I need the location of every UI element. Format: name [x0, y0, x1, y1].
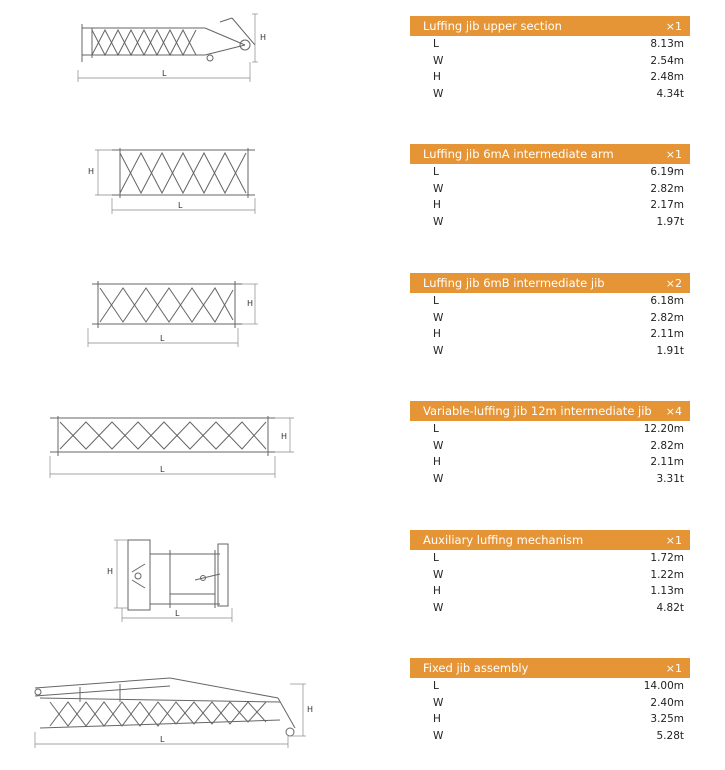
spec-value: 2.11m: [650, 328, 684, 340]
spec-value: 1.97t: [656, 215, 684, 228]
spec-header: [410, 530, 690, 550]
component-title: Fixed jib assembly: [423, 661, 529, 675]
component-row-6: [0, 640, 725, 768]
spec-card-1: [410, 16, 690, 102]
spec-weight-row: [410, 86, 690, 103]
spec-weight-row: [410, 214, 690, 231]
spec-length-row: [410, 293, 690, 310]
spec-value: 2.17m: [650, 199, 684, 211]
spec-key: W: [433, 182, 444, 195]
luffing-jib-6ma-drawing: [20, 128, 320, 256]
spec-key: L: [433, 166, 439, 178]
spec-key: H: [433, 456, 441, 468]
height-dimension-label: H: [88, 167, 95, 176]
spec-width-row: [410, 438, 690, 455]
spec-length-row: [410, 550, 690, 567]
spec-weight-row: [410, 600, 690, 617]
component-title: Luffing jib 6mA intermediate arm: [423, 147, 614, 161]
spec-value: 2.40m: [650, 696, 684, 709]
spec-key: L: [433, 552, 439, 564]
spec-width-row: [410, 181, 690, 198]
spec-header: [410, 273, 690, 293]
spec-key: W: [433, 311, 444, 324]
spec-key: H: [433, 713, 441, 725]
fixed-jib-assembly-drawing: [20, 640, 320, 768]
spec-key: W: [433, 696, 444, 709]
spec-length-row: [410, 164, 690, 181]
spec-value: 1.91t: [656, 344, 684, 357]
component-row-4: [0, 384, 725, 512]
component-row-2: [0, 128, 725, 256]
spec-key: W: [433, 729, 444, 742]
height-dimension-label: H: [247, 299, 254, 308]
spec-card-5: [410, 530, 690, 616]
spec-height-row: [410, 454, 690, 471]
component-title: Luffing jib upper section: [423, 19, 562, 33]
spec-key: W: [433, 601, 444, 614]
spec-height-row: [410, 69, 690, 86]
spec-key: L: [433, 423, 439, 435]
spec-value: 1.13m: [650, 585, 684, 597]
spec-key: L: [433, 295, 439, 307]
length-dimension-label: L: [160, 735, 165, 744]
spec-value: 4.34t: [656, 87, 684, 100]
luffing-jib-6mb-drawing: [20, 256, 320, 384]
spec-width-row: [410, 567, 690, 584]
spec-header: [410, 401, 690, 421]
quantity-badge: ×1: [665, 533, 682, 547]
auxiliary-luffing-mechanism-drawing: [20, 512, 320, 640]
spec-width-row: [410, 310, 690, 327]
quantity-badge: ×1: [665, 661, 682, 675]
spec-key: H: [433, 328, 441, 340]
spec-width-row: [410, 53, 690, 70]
spec-length-row: [410, 36, 690, 53]
spec-height-row: [410, 197, 690, 214]
luffing-jib-upper-section-drawing: [20, 0, 320, 128]
component-title: Variable-luffing jib 12m intermediate jib: [423, 404, 652, 418]
spec-value: 1.22m: [650, 568, 684, 581]
component-title: Luffing jib 6mB intermediate jib: [423, 276, 605, 290]
spec-length-row: [410, 678, 690, 695]
spec-card-2: [410, 144, 690, 230]
spec-value: 3.25m: [650, 713, 684, 725]
height-dimension-label: H: [307, 705, 314, 714]
spec-value: 8.13m: [650, 38, 684, 50]
spec-weight-row: [410, 471, 690, 488]
quantity-badge: ×1: [665, 19, 682, 33]
spec-value: 1.72m: [650, 552, 684, 564]
spec-key: W: [433, 87, 444, 100]
spec-weight-row: [410, 343, 690, 360]
spec-value: 2.11m: [650, 456, 684, 468]
spec-key: W: [433, 54, 444, 67]
spec-key: W: [433, 439, 444, 452]
height-dimension-label: H: [260, 33, 267, 42]
spec-value: 6.18m: [650, 295, 684, 307]
length-dimension-label: L: [175, 609, 180, 618]
spec-value: 2.82m: [650, 439, 684, 452]
spec-height-row: [410, 711, 690, 728]
quantity-badge: ×2: [665, 276, 682, 290]
spec-card-4: [410, 401, 690, 487]
spec-width-row: [410, 695, 690, 712]
spec-value: 2.82m: [650, 182, 684, 195]
spec-key: W: [433, 344, 444, 357]
quantity-badge: ×1: [665, 147, 682, 161]
spec-card-6: [410, 658, 690, 744]
spec-value: 6.19m: [650, 166, 684, 178]
spec-value: 12.20m: [643, 423, 684, 435]
length-dimension-label: L: [160, 465, 165, 474]
spec-key: H: [433, 585, 441, 597]
spec-header: [410, 658, 690, 678]
spec-key: L: [433, 38, 439, 50]
spec-value: 3.31t: [656, 472, 684, 485]
component-row-5: [0, 512, 725, 640]
component-row-1: [0, 0, 725, 128]
spec-value: 14.00m: [643, 680, 684, 692]
length-dimension-label: L: [178, 201, 183, 210]
spec-header: [410, 144, 690, 164]
spec-key: H: [433, 71, 441, 83]
spec-key: W: [433, 568, 444, 581]
spec-value: 2.48m: [650, 71, 684, 83]
spec-key: H: [433, 199, 441, 211]
spec-key: W: [433, 215, 444, 228]
spec-card-3: [410, 273, 690, 359]
variable-luffing-jib-12m-drawing: [20, 384, 320, 512]
spec-key: L: [433, 680, 439, 692]
height-dimension-label: H: [281, 432, 288, 441]
component-title: Auxiliary luffing mechanism: [423, 533, 584, 547]
spec-value: 2.82m: [650, 311, 684, 324]
spec-height-row: [410, 326, 690, 343]
component-row-3: [0, 256, 725, 384]
spec-value: 2.54m: [650, 54, 684, 67]
spec-value: 5.28t: [656, 729, 684, 742]
length-dimension-label: L: [160, 334, 165, 343]
length-dimension-label: L: [162, 69, 167, 78]
spec-header: [410, 16, 690, 36]
spec-height-row: [410, 583, 690, 600]
spec-length-row: [410, 421, 690, 438]
spec-value: 4.82t: [656, 601, 684, 614]
quantity-badge: ×4: [665, 404, 682, 418]
spec-weight-row: [410, 728, 690, 745]
spec-key: W: [433, 472, 444, 485]
height-dimension-label: H: [107, 567, 114, 576]
